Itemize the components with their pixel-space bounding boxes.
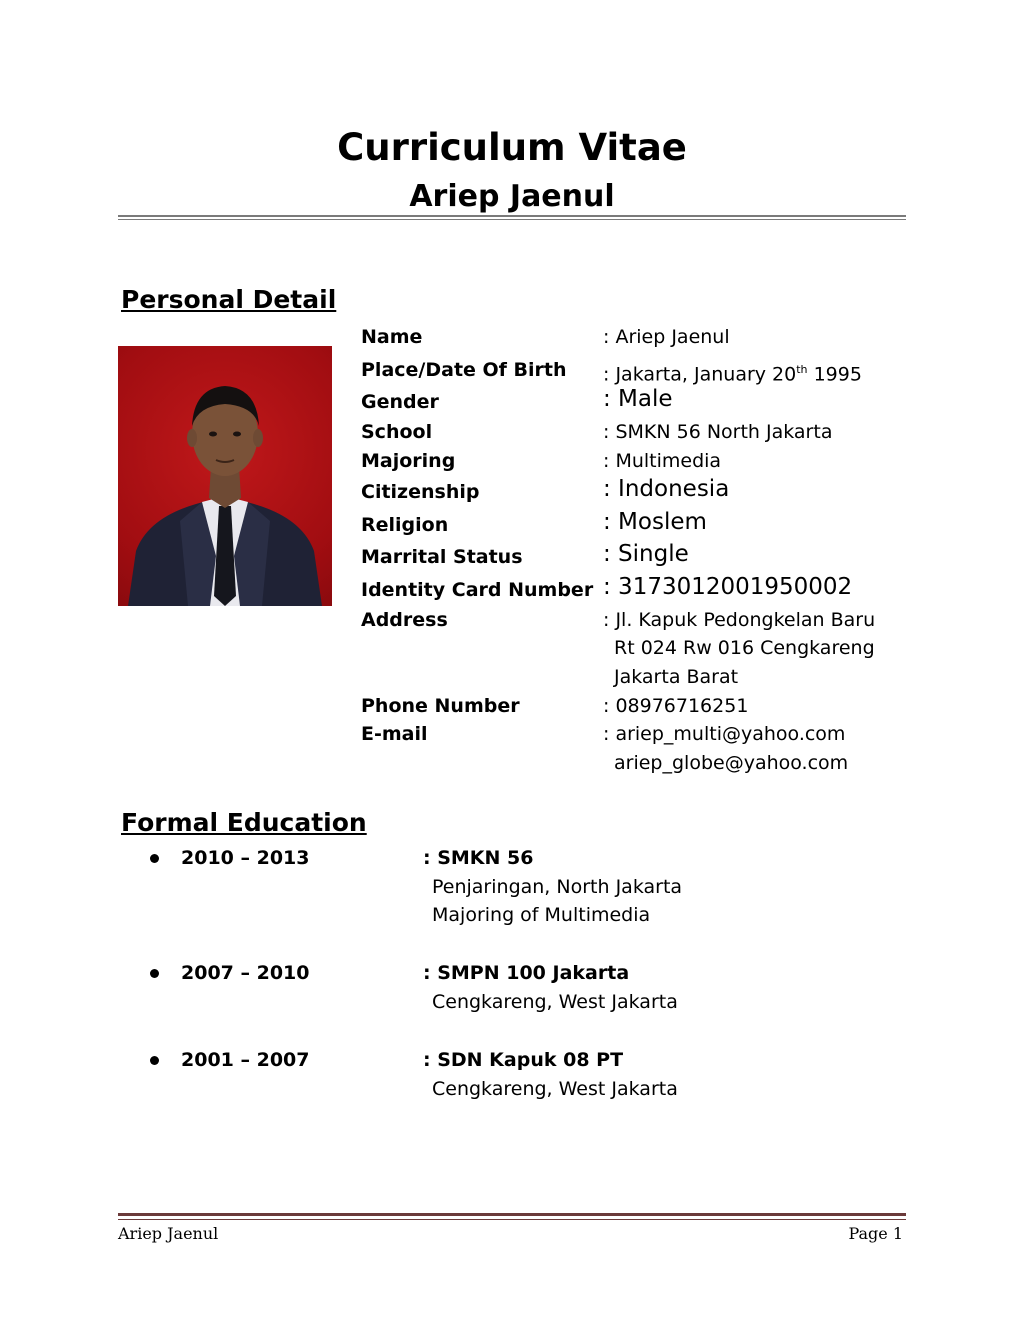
label-marital-status: Marrital Status <box>361 546 523 568</box>
label-address: Address <box>361 609 448 631</box>
label-gender: Gender <box>361 391 439 413</box>
education-detail-1a: Penjaringan, North Jakarta <box>432 876 683 898</box>
education-detail-1b: Majoring of Multimedia <box>432 904 651 926</box>
value-gender: : Male <box>603 386 673 412</box>
education-detail-3a: Cengkareng, West Jakarta <box>432 1078 678 1100</box>
person-portrait-icon <box>118 346 332 606</box>
label-citizenship: Citizenship <box>361 481 480 503</box>
label-majoring: Majoring <box>361 450 456 472</box>
education-school-2: : SMPN 100 Jakarta <box>423 962 630 984</box>
footer-page-number: Page 1 <box>848 1224 903 1243</box>
footer-author: Ariep Jaenul <box>118 1224 219 1243</box>
value-phone: : 08976716251 <box>603 695 749 717</box>
education-detail-2a: Cengkareng, West Jakarta <box>432 991 678 1013</box>
page-title: Curriculum Vitae <box>337 126 687 169</box>
header-divider-thin <box>118 219 906 220</box>
value-citizenship: : Indonesia <box>603 476 730 502</box>
education-school-3: : SDN Kapuk 08 PT <box>423 1049 624 1071</box>
value-majoring: : Multimedia <box>603 450 722 472</box>
footer-divider-thin <box>118 1219 906 1220</box>
formal-education-heading: Formal Education <box>121 808 367 837</box>
value-address-line-1: : Jl. Kapuk Pedongkelan Baru <box>603 609 876 631</box>
personal-detail-heading: Personal Detail <box>121 285 337 314</box>
value-birth: : Jakarta, January 20th 1995 <box>603 363 862 386</box>
header-divider <box>118 215 906 217</box>
value-id-number: : 3173012001950002 <box>603 574 853 600</box>
education-years-3: 2001 – 2007 <box>181 1049 310 1071</box>
bullet-icon <box>150 969 159 978</box>
value-religion: : Moslem <box>603 509 707 535</box>
value-email-1: : ariep_multi@yahoo.com <box>603 723 846 745</box>
profile-photo <box>118 346 332 606</box>
value-address-line-3: Jakarta Barat <box>614 666 739 688</box>
footer-divider <box>118 1213 906 1216</box>
label-name: Name <box>361 326 423 348</box>
value-email-2: ariep_globe@yahoo.com <box>614 752 849 774</box>
label-id-number: Identity Card Number <box>361 579 594 601</box>
label-phone: Phone Number <box>361 695 520 717</box>
bullet-icon <box>150 854 159 863</box>
education-years-2: 2007 – 2010 <box>181 962 310 984</box>
education-school-1: : SMKN 56 <box>423 847 534 869</box>
person-name-heading: Ariep Jaenul <box>409 179 615 214</box>
value-school: : SMKN 56 North Jakarta <box>603 421 833 443</box>
bullet-icon <box>150 1056 159 1065</box>
value-marital-status: : Single <box>603 541 689 567</box>
value-name: : Ariep Jaenul <box>603 326 730 348</box>
label-school: School <box>361 421 433 443</box>
education-years-1: 2010 – 2013 <box>181 847 310 869</box>
label-religion: Religion <box>361 514 449 536</box>
label-birth: Place/Date Of Birth <box>361 359 567 381</box>
label-email: E-mail <box>361 723 428 745</box>
value-address-line-2: Rt 024 Rw 016 Cengkareng <box>614 637 875 659</box>
